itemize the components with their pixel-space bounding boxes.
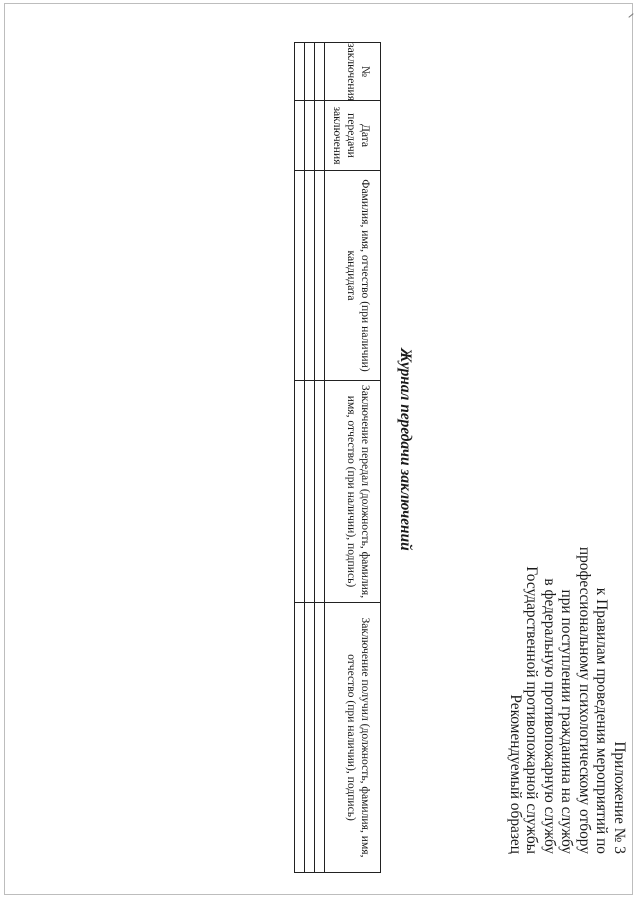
recommended-sample-label: Рекомендуемый образец bbox=[507, 694, 524, 854]
table-cell bbox=[305, 43, 315, 101]
table-row bbox=[305, 43, 315, 873]
table-cell bbox=[305, 381, 315, 603]
table-cell bbox=[305, 101, 315, 171]
table-cell bbox=[295, 43, 305, 101]
table-row bbox=[295, 43, 305, 873]
column-header-transferred-by: Заключение передал (должность, фамилия, имя, отчество (при наличии), подпись) bbox=[325, 381, 381, 603]
appendix-line: в федеральную противопожарную службу bbox=[540, 578, 558, 854]
column-header-received-by: Заключение получил (должность, фамилия, имя, отчество (при наличии), подпись) bbox=[325, 603, 381, 873]
journal-title: Журнал передачи заключений bbox=[397, 348, 414, 551]
appendix-line: к Правилам проведения мероприятий по bbox=[593, 587, 611, 854]
column-header-candidate: Фамилия, имя, отчество (при наличии) кандидата bbox=[325, 171, 381, 381]
table-header-row bbox=[325, 43, 381, 873]
column-header-number: № заключения bbox=[325, 43, 381, 101]
table-cell bbox=[295, 603, 305, 873]
table-row bbox=[315, 43, 325, 873]
appendix-line: при поступлении гражданина на службу bbox=[558, 589, 576, 854]
table-cell bbox=[295, 101, 305, 171]
table-cell bbox=[305, 171, 315, 381]
column-header-date: Дата передачи заключения bbox=[325, 101, 381, 171]
table-cell bbox=[315, 603, 325, 873]
table-cell bbox=[295, 171, 305, 381]
table-cell bbox=[315, 171, 325, 381]
table-cell bbox=[315, 101, 325, 171]
appendix-line: Государственной противопожарной службы bbox=[523, 566, 541, 854]
table-cell bbox=[305, 603, 315, 873]
appendix-line: профессиональному психологическому отбору bbox=[575, 546, 593, 854]
table-cell bbox=[315, 381, 325, 603]
table-cell bbox=[295, 381, 305, 603]
journal-table bbox=[294, 42, 381, 873]
appendix-line: Приложение № 3 bbox=[611, 741, 628, 854]
appendix-header bbox=[522, 354, 628, 854]
table-cell bbox=[315, 43, 325, 101]
